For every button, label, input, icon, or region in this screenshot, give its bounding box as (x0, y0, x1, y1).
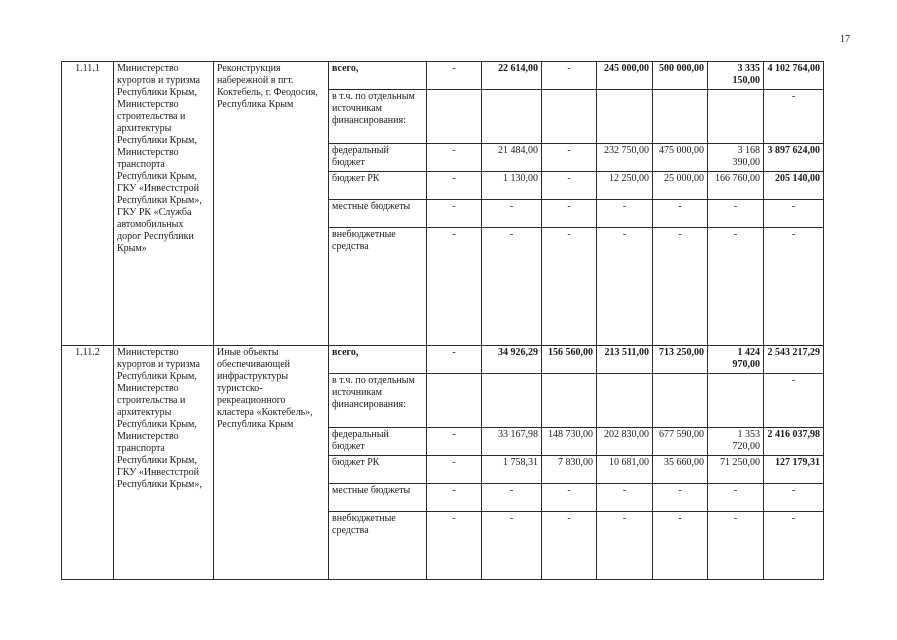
value-cell (708, 90, 764, 144)
value-cell: 3 168 390,00 (708, 144, 764, 172)
value-cell: 22 614,00 (482, 62, 542, 90)
funding-source-label: федеральный бюджет (329, 144, 427, 172)
value-cell: 202 830,00 (597, 428, 653, 456)
value-cell (482, 374, 542, 428)
value-cell (427, 90, 482, 144)
value-cell: - (597, 200, 653, 228)
value-cell: 25 000,00 (653, 172, 708, 200)
value-cell: - (427, 484, 482, 512)
value-cell: - (427, 200, 482, 228)
value-cell (653, 90, 708, 144)
value-cell: 12 250,00 (597, 172, 653, 200)
funding-source-label: внебюджетные средства (329, 228, 427, 346)
row-executor: Министерство курортов и туризма Республики Крым, Министерство строительства и архитектуры Республики Крым, Министерство транспорта Республики Крым, ГКУ «Инвестстрой Республики Крым», (114, 346, 214, 580)
value-cell: 3 897 624,00 (764, 144, 824, 172)
value-cell: - (653, 484, 708, 512)
value-cell: 1 758,31 (482, 456, 542, 484)
value-cell: 475 000,00 (653, 144, 708, 172)
value-cell: - (542, 62, 597, 90)
funding-source-label: всего, (329, 346, 427, 374)
value-cell: - (597, 484, 653, 512)
funding-source-label: в т.ч. по отдельным источникам финансирования: (329, 90, 427, 144)
funding-source-label: бюджет РК (329, 172, 427, 200)
value-cell: - (708, 228, 764, 346)
value-cell: 156 560,00 (542, 346, 597, 374)
table-row (62, 346, 824, 374)
value-cell: - (482, 228, 542, 346)
value-cell (653, 374, 708, 428)
funding-source-label: местные бюджеты (329, 200, 427, 228)
value-cell: 34 926,29 (482, 346, 542, 374)
funding-source-label: в т.ч. по отдельным источникам финансирования: (329, 374, 427, 428)
value-cell: 21 484,00 (482, 144, 542, 172)
value-cell: 2 416 037,98 (764, 428, 824, 456)
value-cell: 127 179,31 (764, 456, 824, 484)
value-cell: - (482, 484, 542, 512)
value-cell: 10 681,00 (597, 456, 653, 484)
value-cell (597, 374, 653, 428)
budget-table (61, 61, 824, 580)
value-cell: 33 167,98 (482, 428, 542, 456)
funding-source-label: бюджет РК (329, 456, 427, 484)
value-cell: - (427, 428, 482, 456)
value-cell: - (708, 484, 764, 512)
value-cell: 148 730,00 (542, 428, 597, 456)
value-cell: 1 130,00 (482, 172, 542, 200)
value-cell: - (427, 228, 482, 346)
value-cell: - (764, 484, 824, 512)
value-cell: 1 424 970,00 (708, 346, 764, 374)
value-cell: 4 102 764,00 (764, 62, 824, 90)
value-cell: - (542, 200, 597, 228)
value-cell: 713 250,00 (653, 346, 708, 374)
value-cell: - (764, 90, 824, 144)
value-cell: - (597, 512, 653, 580)
value-cell: 213 511,00 (597, 346, 653, 374)
value-cell: 2 543 217,29 (764, 346, 824, 374)
value-cell: - (542, 172, 597, 200)
value-cell: - (597, 228, 653, 346)
value-cell: - (764, 200, 824, 228)
value-cell: - (708, 512, 764, 580)
funding-source-label: внебюджетные средства (329, 512, 427, 580)
value-cell: - (482, 200, 542, 228)
funding-source-label: федеральный бюджет (329, 428, 427, 456)
value-cell: 71 250,00 (708, 456, 764, 484)
value-cell: - (542, 228, 597, 346)
row-object: Иные объекты обеспечивающей инфраструктуры туристско-рекреационного кластера «Коктебель», Республика Крым (214, 346, 329, 580)
value-cell (597, 90, 653, 144)
value-cell: 3 335 150,00 (708, 62, 764, 90)
value-cell: - (482, 512, 542, 580)
value-cell: - (427, 512, 482, 580)
table-row (62, 62, 824, 90)
value-cell: - (764, 374, 824, 428)
value-cell: - (427, 456, 482, 484)
value-cell: 677 590,00 (653, 428, 708, 456)
value-cell (482, 90, 542, 144)
row-code: 1.11.2 (62, 346, 114, 580)
value-cell: 232 750,00 (597, 144, 653, 172)
value-cell (427, 374, 482, 428)
value-cell: - (542, 484, 597, 512)
value-cell (542, 374, 597, 428)
value-cell: 500 000,00 (653, 62, 708, 90)
value-cell: - (708, 200, 764, 228)
value-cell: - (427, 346, 482, 374)
value-cell: - (427, 172, 482, 200)
value-cell: - (542, 144, 597, 172)
value-cell: - (653, 200, 708, 228)
funding-source-label: местные бюджеты (329, 484, 427, 512)
value-cell: 245 000,00 (597, 62, 653, 90)
row-executor: Министерство курортов и туризма Республики Крым, Министерство строительства и архитектуры Республики Крым, Министерство транспорта Республики Крым, ГКУ «Инвестстрой Республики Крым», ГКУ РК «Служба автомобильных дорог Республики Крым» (114, 62, 214, 346)
value-cell: - (764, 512, 824, 580)
page-number: 17 (840, 34, 850, 45)
funding-source-label: всего, (329, 62, 427, 90)
value-cell (542, 90, 597, 144)
row-code: 1.11.1 (62, 62, 114, 346)
value-cell: - (427, 62, 482, 90)
value-cell: - (653, 512, 708, 580)
value-cell: 1 353 720,00 (708, 428, 764, 456)
value-cell: 205 140,00 (764, 172, 824, 200)
value-cell: - (653, 228, 708, 346)
value-cell: 7 830,00 (542, 456, 597, 484)
value-cell: - (542, 512, 597, 580)
table-body (62, 62, 824, 580)
row-object: Реконструкция набережной в пгт. Коктебель, г. Феодосия, Республика Крым (214, 62, 329, 346)
value-cell (708, 374, 764, 428)
value-cell: - (764, 228, 824, 346)
value-cell: 35 660,00 (653, 456, 708, 484)
value-cell: 166 760,00 (708, 172, 764, 200)
value-cell: - (427, 144, 482, 172)
